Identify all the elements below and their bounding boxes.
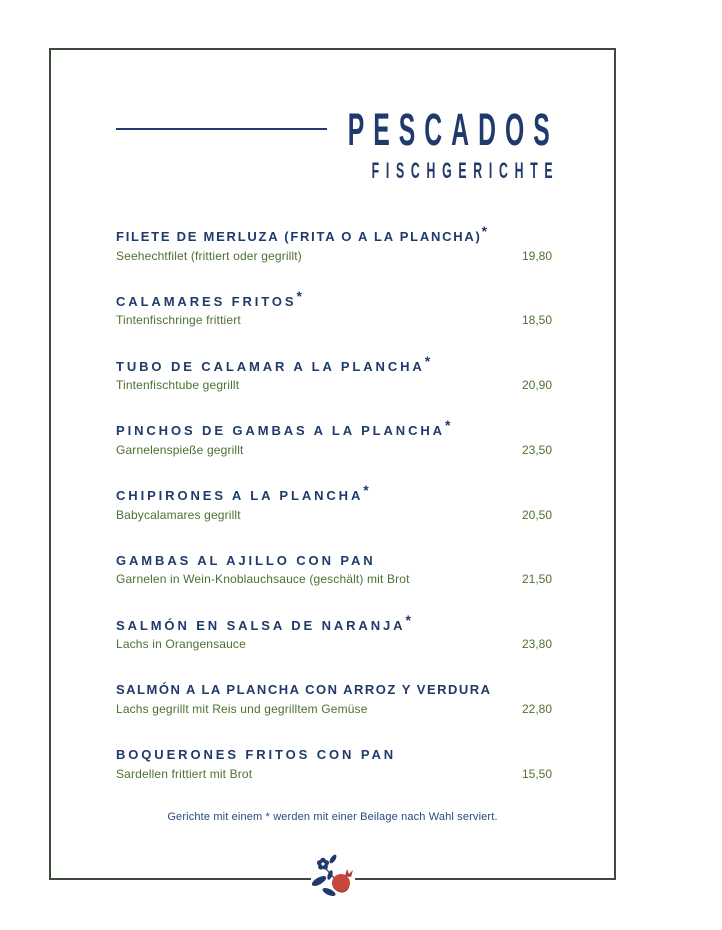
menu-item <box>116 223 552 294</box>
dish-name: GAMBAS AL AJILLO CON PAN <box>116 552 376 568</box>
dish-detail-row <box>116 636 552 652</box>
dish-price: 23,50 <box>521 442 552 457</box>
dish-name-line <box>116 417 552 439</box>
dish-price: 19,80 <box>521 248 552 263</box>
dish-description: Tintenfischringe frittiert <box>116 313 241 328</box>
dish-description: Sardellen frittiert mit Brot <box>116 766 253 781</box>
dish-name-line <box>116 287 552 310</box>
dish-description: Lachs in Orangensauce <box>116 637 246 651</box>
dish-name: FILETE DE MERLUZA (FRITA O A LA PLANCHA) <box>116 229 482 244</box>
dish-detail-row <box>116 248 552 264</box>
side-dish-marker: * <box>444 417 451 434</box>
dish-name-line <box>116 223 552 245</box>
side-dish-marker: * <box>363 482 369 498</box>
dish-detail-row <box>116 766 552 782</box>
dish-description: Lachs gegrillt mit Reis und gegrilltem Gemüse <box>116 701 368 716</box>
dish-detail-row <box>116 507 552 523</box>
menu-item <box>116 553 552 618</box>
menu-items <box>116 223 552 812</box>
dish-price: 15,50 <box>521 766 552 781</box>
dish-detail-row <box>116 312 552 328</box>
section-subtitle: FISCHGERICHTE <box>371 158 559 183</box>
dish-detail-row <box>116 442 552 458</box>
dish-description: Seehechtfilet (frittiert oder gegrillt) <box>116 248 302 263</box>
menu-item <box>116 352 552 424</box>
dish-description: Garnelen in Wein-Knoblauchsauce (geschält) mit Brot <box>116 572 410 587</box>
dish-name: CALAMARES FRITOS <box>116 293 297 309</box>
ornament-flower <box>317 858 329 870</box>
dish-name-line <box>116 747 552 763</box>
dish-name-line <box>116 682 552 698</box>
dish-name-line <box>116 352 552 375</box>
dish-price: 20,90 <box>521 378 552 392</box>
dish-name: TUBO DE CALAMAR A LA PLANCHA <box>116 358 425 374</box>
menu-item <box>116 747 552 812</box>
title-rule <box>116 128 327 130</box>
menu-item <box>116 482 552 553</box>
dish-detail-row <box>116 377 552 393</box>
dish-name-line <box>116 553 552 569</box>
dish-price: 20,50 <box>521 507 552 522</box>
footnote: Gerichte mit einem * werden mit einer Beilage nach Wahl serviert. <box>167 811 498 823</box>
side-dish-marker: * <box>481 223 488 239</box>
dish-description: Garnelenspieße gegrillt <box>116 442 244 457</box>
dish-detail-row <box>116 571 552 587</box>
dish-name: SALMÓN EN SALSA DE NARANJA <box>116 617 406 633</box>
dish-price: 22,80 <box>521 701 552 716</box>
menu-item <box>116 682 552 747</box>
dish-description: Tintenfischtube gegrillt <box>116 378 240 392</box>
dish-price: 23,80 <box>521 637 552 651</box>
dish-name-line <box>116 611 552 634</box>
dish-name: SALMÓN A LA PLANCHA CON ARROZ Y VERDURA <box>116 682 492 698</box>
side-dish-marker: * <box>296 287 302 304</box>
dish-price: 21,50 <box>521 572 552 587</box>
section-title: PESCADOS <box>347 104 559 155</box>
pomegranate-ornament-icon <box>308 853 358 901</box>
dish-name: CHIPIRONES A LA PLANCHA <box>116 488 364 503</box>
dish-price: 18,50 <box>521 313 552 328</box>
side-dish-marker: * <box>405 611 411 628</box>
side-dish-marker: * <box>424 352 431 369</box>
dish-description: Babycalamares gegrillt <box>116 507 241 522</box>
menu-item <box>116 287 552 359</box>
menu-item <box>116 611 552 683</box>
dish-name-line <box>116 482 552 504</box>
dish-detail-row <box>116 701 552 717</box>
dish-name: PINCHOS DE GAMBAS A LA PLANCHA <box>116 423 445 439</box>
menu-item <box>116 417 552 488</box>
dish-name: BOQUERONES FRITOS CON PAN <box>116 747 397 762</box>
